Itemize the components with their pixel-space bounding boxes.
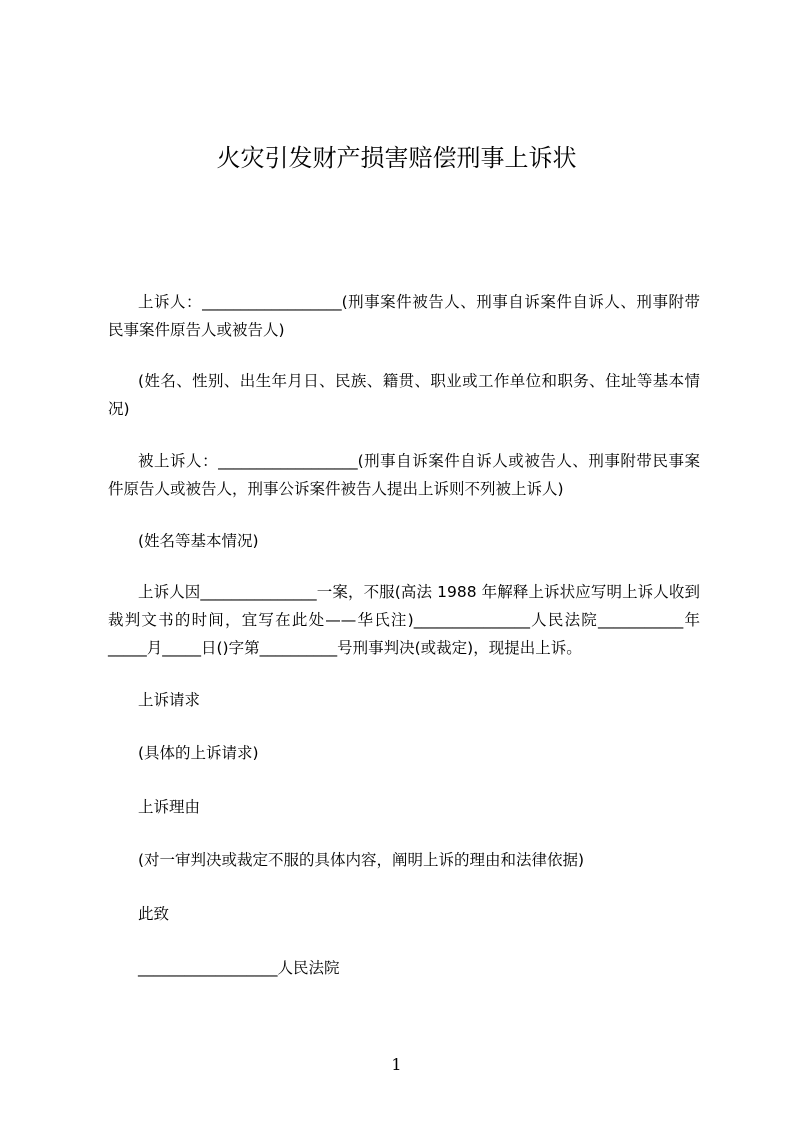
appeal-reason-heading: 上诉理由 — [138, 798, 201, 816]
appeal-request-content: (具体的上诉请求) — [138, 744, 259, 762]
appellee-paragraph: 被上诉人：__________________(刑事自诉案件自诉人或被告人、刑事附带民事案件原告人或被告人，刑事公诉案件被告人提出上诉则不列被上诉人) — [108, 452, 700, 498]
document-title: 火灾引发财产损害赔偿刑事上诉状 — [216, 144, 577, 172]
appeal-reason-content: (对一审判决或裁定不服的具体内容，阐明上诉的理由和法律依据) — [138, 851, 585, 869]
appeal-statement-paragraph: 上诉人因_______________一案，不服(高法 1988 年解释上诉状应写明上诉人收到裁判文书的时间，宜写在此处——华氏注)_______________人民法院___________年_____月_____日()字第__________号刑事判决(或裁定)，现提出上诉。 — [108, 583, 700, 657]
appellee-details-paragraph: (姓名等基本情况) — [138, 532, 259, 550]
court-addressee: __________________人民法院 — [138, 959, 340, 977]
page-number: 1 — [391, 1055, 402, 1074]
appellant-details-paragraph: (姓名、性别、出生年月日、民族、籍贯、职业或工作单位和职务、住址等基本情况) — [108, 372, 700, 418]
appeal-request-heading: 上诉请求 — [138, 691, 201, 709]
appellant-paragraph: 上诉人：__________________(刑事案件被告人、刑事自诉案件自诉人、刑事附带民事案件原告人或被告人) — [108, 293, 700, 339]
closing-salutation: 此致 — [138, 905, 170, 923]
